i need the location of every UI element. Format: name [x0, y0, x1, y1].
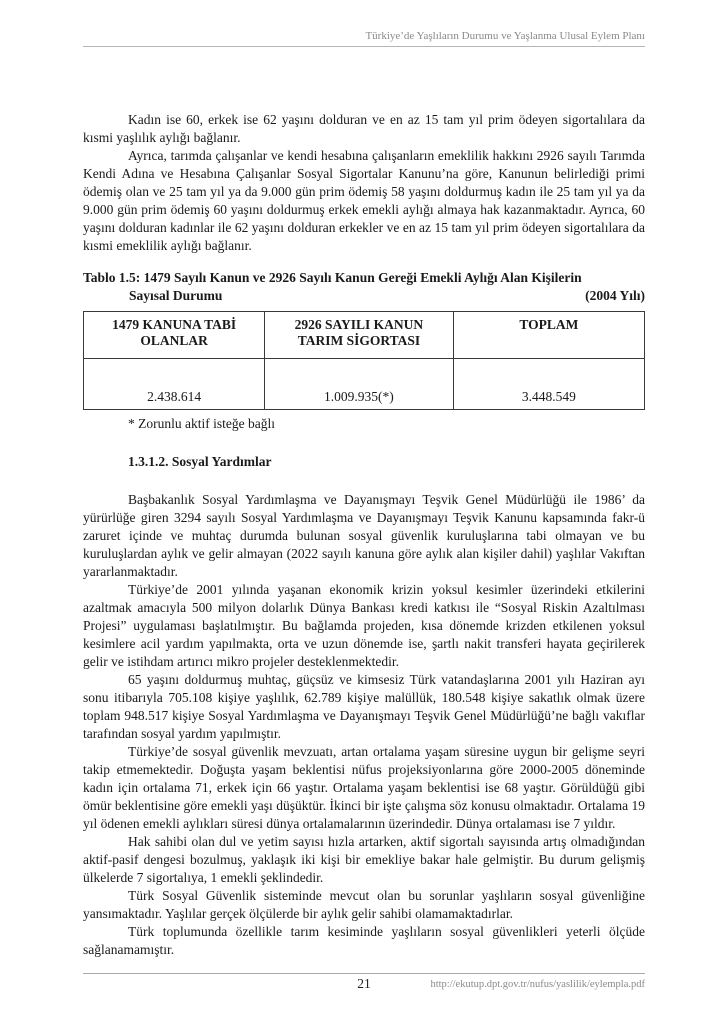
- paragraph-turk-toplumunda: Türk toplumunda özellikle tarım kesiminde yaşlıların sosyal güvenlikleri yeterli ölçüde sağlanamamıştır.: [83, 924, 645, 957]
- table-data-cell-toplam: 3.448.549: [453, 359, 644, 410]
- paragraph-sosyal-guvenlik-mevzuati: Türkiye’de sosyal güvenlik mevzuatı, artan ortalama yaşam süresine uygun bir gelişme seyri takip etmemektedir. Doğuşta yaşam beklentisi nüfus projeksiyonlarına göre 2000-2005 döneminde kadın için ortalama 71, erkek için 66 yaştır. Ortalama yaşam beklentisi ise 68 yaştır. Görüldüğü gibi ömür beklentisine göre emekli yaşı düşüktür. İkinci bir işte çalışma söz konusu olmaktadır. Ortalama 19 yıl ödenen emekli aylıkları süresi dünya ortalamalarının üzerindedir. Dünya ortalaması ise 7 yıldır.: [83, 744, 645, 831]
- footer-url-link[interactable]: http://ekutup.dpt.gov.tr/nufus/yaslilik/eylempla.pdf: [430, 979, 645, 990]
- table-header-cell-1479: 1479 KANUNA TABİ OLANLAR: [84, 312, 265, 359]
- table-caption-subtitle: Sayısal Durumu: [129, 288, 223, 303]
- section-heading-1-3-1-2: 1.3.1.2. Sosyal Yardımlar: [128, 454, 272, 469]
- table-caption-year: (2004 Yılı): [585, 288, 645, 303]
- table-header-cell-toplam: TOPLAM: [453, 312, 644, 359]
- table-caption: [83, 269, 645, 305]
- table-header-row: [84, 312, 645, 359]
- table-1-5: [83, 311, 645, 410]
- page-number: 21: [357, 976, 371, 991]
- running-header-title: Türkiye’de Yaşlıların Durumu ve Yaşlanma Ulusal Eylem Planı: [365, 30, 645, 42]
- paragraph-hak-sahibi: Hak sahibi olan dul ve yetim sayısı hızla artarken, aktif sigortalı sayısında artış olmadığından aktif-pasif dengesi bozulmuş, yaklaşık iki kişi bir emekliye bakar hale gelmiştir. Bu durum gelişmiş ülkelerde 7 sigortalıya, 1 emekli şeklindedir.: [83, 834, 645, 885]
- table-data-cell-1479: 2.438.614: [84, 359, 265, 410]
- table-caption-line2: [83, 287, 645, 305]
- paragraph-65-yasini: 65 yaşını doldurmuş muhtaç, güçsüz ve kimsesiz Türk vatandaşlarına 2001 yılı Haziran ayı sonu itibarıyla 705.108 kişiye yaşlılık, 62.789 kişiye malüllük, 180.548 kişiye sakatlık olmak üzere toplam 948.517 kişiye Sosyal Yardımlaşma ve Dayanışmayı Teşvik Genel Müdürlüğü’ne bağlı vakıflar tarafından sosyal yardım yapılmıştır.: [83, 672, 645, 741]
- page-content: [83, 47, 645, 959]
- table-caption-line1: Tablo 1.5: 1479 Sayılı Kanun ve 2926 Sayılı Kanun Gereği Emekli Aylığı Alan Kişilerin: [83, 270, 582, 285]
- page-footer: [83, 973, 645, 996]
- paragraph-basbakanlik: Başbakanlık Sosyal Yardımlaşma ve Dayanışmayı Teşvik Genel Müdürlüğü ile 1986’ da yürürlüğe giren 3294 sayılı Sosyal Yardımlaşma ve Dayanışmayı Teşvik Kanunu kapsamında fakr-ü zaruret içinde ve muhtaç durumda bulunan sosyal güvenlik kuruluşlarına tabi olmayan ve bu kuruluşlardan aylık ve gelir almayan (2022 sayılı kanuna göre aylık alan kişiler dahil) yaşlılar Vakıftan yararlanmaktadır.: [83, 492, 645, 579]
- table-footnote: * Zorunlu aktif isteğe bağlı: [128, 416, 275, 431]
- table-data-cell-2926: 1.009.935(*): [265, 359, 453, 410]
- paragraph-kadin-ise: Kadın ise 60, erkek ise 62 yaşını dolduran ve en az 15 tam yıl prim ödeyen sigortalılara da kısmi yaşlılık aylığı bağlanır.: [83, 112, 645, 145]
- table-header-cell-2926: 2926 SAYILI KANUN TARIM SİGORTASI: [265, 312, 453, 359]
- footer-rule: [83, 973, 645, 974]
- paragraph-turk-sosyal-guvenlik: Türk Sosyal Güvenlik sisteminde mevcut olan bu sorunlar yaşlıların sosyal güvenliğine yansımaktadır. Yaşlılar gerçek ölçülerde bir aylık gelir sahibi olamamaktadırlar.: [83, 888, 645, 921]
- table-data-row: [84, 359, 645, 410]
- footer-row: [83, 976, 645, 996]
- paragraph-ayrica-tarimda: Ayrıca, tarımda çalışanlar ve kendi hesabına çalışanların emeklilik hakkını 2926 sayılı Tarımda Kendi Adına ve Hesabına Çalışanlar Sosyal Sigortalar Kanunu’na göre, Kanunun belirlediği primi ödemiş olan ve 25 tam yıl ya da 9.000 gün prim ödemiş 58 yaşını doldurmuş kadın ile 25 tam yıl ya da 9.000 gün prim ödemiş 60 yaşını doldurmuş erkek emekli aylığı almaya hak kazanmaktadır. Ayrıca, 60 yaşını dolduran kadınlar ile 62 yaşını dolduran erkekler ve en az 15 tam yıl prim ödeyen sigortalılara da kısmi emeklilik aylığı bağlanır.: [83, 148, 645, 253]
- paragraph-ekonomik-kriz: Türkiye’de 2001 yılında yaşanan ekonomik krizin yoksul kesimler üzerindeki etkilerini azaltmak amacıyla 500 milyon dolarlık Dünya Bankası kredi katkısı ile “Sosyal Riskin Azaltılması Projesi” uygulaması başlatılmıştır. Bu bağlamda projeden, kısa dönemde krizden etkilenen yoksul kesimlere acil yardım yapılmakta, orta ve uzun dönemde ise, şartlı nakit transferi hayata geçirilerek gelir ve istihdam artırıcı mikro projeler desteklenmektedir.: [83, 582, 645, 669]
